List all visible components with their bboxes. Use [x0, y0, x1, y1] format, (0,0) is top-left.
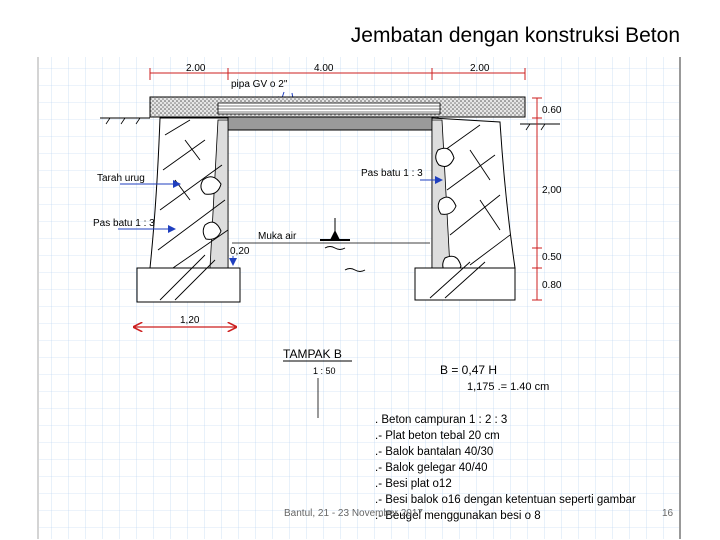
formula-value: 1,175 .= 1.40 cm — [467, 381, 550, 393]
note-item: .- Balok gelegar 40/40 — [375, 462, 488, 474]
fill-soil-label: Tarah urug — [97, 173, 145, 184]
masonry-right-label: Pas batu 1 : 3 — [361, 168, 423, 179]
note-item: .- Balok bantalan 40/30 — [375, 446, 494, 458]
dim-beam: 0.50 — [542, 252, 562, 263]
dim-wall: 2,00 — [542, 185, 562, 196]
dim-deck: 0.60 — [542, 105, 562, 116]
view-name: TAMPAK B — [283, 347, 342, 361]
note-item: .- Besi plat o12 — [375, 478, 452, 490]
dim-mid-span: 4.00 — [314, 63, 334, 74]
dim-right-span: 2.00 — [470, 63, 490, 74]
dim-foot-width: 1,20 — [180, 315, 200, 326]
dim-footing: 0.80 — [542, 280, 562, 291]
girder-beam — [220, 117, 438, 130]
masonry-left-label: Pas batu 1 : 3 — [93, 218, 155, 229]
water-level-label: Muka air — [258, 231, 297, 242]
footing-left — [137, 268, 240, 302]
note-item: .- Beugel menggunakan besi o 8 — [375, 510, 541, 522]
slide-title: Jembatan dengan konstruksi Beton — [350, 24, 680, 47]
pipe-label: pipa GV o 2" — [231, 79, 288, 90]
view-scale: 1 : 50 — [313, 366, 336, 376]
railing-pipes — [218, 103, 440, 114]
note-item: .- Plat beton tebal 20 cm — [375, 430, 500, 442]
slide-footer: Bantul, 21 - 23 November 2017 — [284, 508, 423, 519]
page-number: 16 — [662, 508, 674, 519]
formula: B = 0,47 H — [440, 363, 498, 377]
note-item: . Beton campuran 1 : 2 : 3 — [375, 414, 508, 426]
dim-left-span: 2.00 — [186, 63, 206, 74]
note-item: .- Besi balok o16 dengan ketentuan seperti gambar — [375, 494, 636, 506]
footing-right — [415, 268, 515, 300]
water-depth-label: 0,20 — [230, 246, 250, 257]
